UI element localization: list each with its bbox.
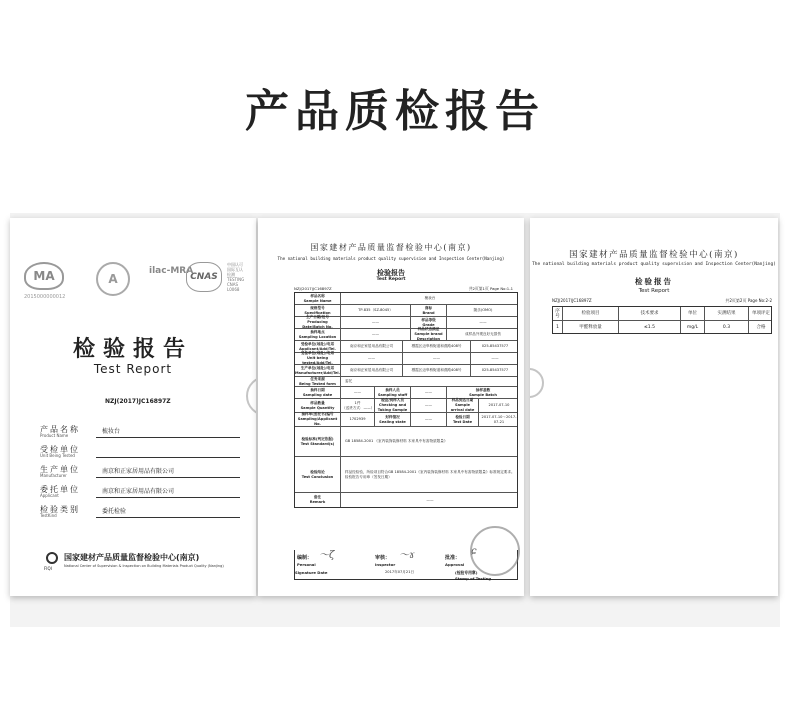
- table-cell: 2017-07-10: [488, 403, 510, 407]
- table-cell: 抽样基数 Sample Batch: [469, 387, 497, 397]
- table-cell: ——: [426, 497, 434, 502]
- table-cell: 生产日期/批号 Producing Date/Batch No.: [295, 317, 341, 328]
- organization-abbr: FIQI: [44, 566, 52, 571]
- table-cell: 任务来源 Being Tested form: [295, 377, 341, 386]
- table-cell: 样品数量 Sample Quantity: [295, 399, 341, 412]
- table-cell: 检验标准(判定依据) Test Standard(s): [295, 427, 341, 456]
- table-header-row: [553, 307, 771, 321]
- table-cell: 委托: [345, 379, 353, 383]
- table-cell: 0.3: [705, 321, 749, 333]
- field-label: 委托单位: [40, 485, 80, 494]
- field-sublabel: Product Name: [40, 433, 69, 438]
- table-row: [553, 321, 771, 333]
- column-header: 实测结果: [705, 307, 749, 320]
- personal-label-en: Personal: [297, 562, 316, 567]
- table-cell: 受检单位(地址)/电话 Unit being tested/Add/Tel.: [295, 353, 341, 364]
- field-value: [96, 446, 240, 458]
- ca-logo: A: [96, 262, 130, 296]
- report-page-2: [530, 218, 778, 596]
- field-unit-tested: [40, 444, 240, 460]
- column-header: 技术要求: [619, 307, 681, 320]
- table-cell: 样品经检验，所检项目符合GB 18584-2001《室内装饰装修材料 木家具中有害物质限量》标准规定要求。检验报告专用章（签发日期）: [345, 469, 515, 479]
- table-cell: 025-85437577: [481, 344, 509, 348]
- table-row: [295, 353, 517, 365]
- approval-label-en: Approval: [445, 562, 465, 567]
- cnas-side-line: 中国认可: [227, 262, 243, 267]
- report-cover-page: [10, 218, 256, 596]
- table-row: [295, 427, 517, 457]
- table-row: [295, 317, 517, 329]
- inspector-label-en: Inspector: [375, 562, 396, 567]
- table-cell: ——: [411, 413, 447, 426]
- field-value: 梳妆台: [96, 426, 240, 438]
- report-page-1: [258, 218, 524, 596]
- table-cell: 甲醛释放量: [563, 321, 619, 333]
- column-header: 序号: [553, 307, 563, 320]
- table-cell: ≤1.5: [619, 321, 681, 333]
- field-label: 生产单位: [40, 465, 80, 474]
- table-cell: ——: [403, 353, 471, 364]
- page-info: 共2页第1页 Page No:1-1: [468, 286, 513, 291]
- report-heading-cn: 检验报告: [72, 336, 193, 362]
- table-cell: 南京和正家居用品有限公司: [341, 365, 403, 376]
- table-cell: 南京和正家居用品有限公司: [341, 341, 403, 352]
- field-product-name: [40, 424, 240, 440]
- organization-name-cn: 国家建材产品质量监督检验中心(南京): [64, 553, 200, 562]
- table-cell: 生产单位(地址)/电话 Manufacturer/Add/Tel.: [294, 365, 341, 375]
- table-cell: 样品名称 Sample Name: [295, 293, 341, 304]
- cnas-side-text: [227, 262, 251, 292]
- signature-date-value: 2017年07月21日: [385, 570, 415, 574]
- column-header: 单位: [681, 307, 705, 320]
- test-results-table: [552, 306, 772, 334]
- table-cell: 规格型号 Specification: [295, 305, 341, 316]
- organization-logo-icon: [46, 552, 58, 564]
- cnas-side-line: 国际互认: [227, 267, 243, 272]
- table-row: [295, 377, 517, 387]
- report-title-cn: 检验报告: [635, 277, 673, 286]
- table-cell: 抽样人员 Sampling staff: [375, 387, 411, 398]
- field-value: 委托检验: [96, 506, 240, 518]
- inspector-label: 审核：: [375, 555, 391, 561]
- stamp-label-en: Stamp of Testing: [455, 576, 492, 581]
- report-heading-en: Test Report: [93, 362, 173, 376]
- column-header: 单项评定: [752, 311, 770, 316]
- report-number: NZJ(2017)JC16897Z: [294, 286, 332, 291]
- approval-label: 批准：: [445, 555, 461, 561]
- table-cell: ——: [411, 387, 447, 398]
- table-row: [295, 493, 517, 507]
- table-row: [295, 457, 517, 493]
- table-cell: TP-835（SZ-8045）: [341, 305, 411, 316]
- table-cell: ——: [341, 317, 411, 328]
- table-cell: GB 18584-2001 《室内装饰装修材料 木家具中有害物质限量》: [345, 439, 448, 443]
- table-cell: 抽样单(委托书)编号 Sampling/Applicant No.: [295, 413, 341, 426]
- cnas-logo: CNAS: [186, 262, 222, 292]
- table-cell: 1件 （送货方式：——）: [341, 399, 375, 412]
- signature-date-label: Signature Date: [295, 570, 328, 575]
- page-title: 产品质检报告: [245, 86, 545, 137]
- report-info-table: [294, 292, 518, 508]
- field-value: 南京和正家居用品有限公司: [96, 486, 240, 498]
- page-info: 共2页第2页 Page No:2-2: [725, 298, 772, 303]
- report-number: NZJ(2017)JC16897Z: [105, 398, 171, 405]
- personal-label: 编制：: [297, 555, 313, 561]
- seal-stamp-partial: [530, 368, 544, 398]
- table-cell: 抽样日期 Sampling date: [295, 387, 341, 398]
- table-cell: 样品等级 Grade: [411, 317, 447, 328]
- table-cell: 备注 Remark: [295, 493, 341, 507]
- table-cell: 2017-07-10～2017-07-21: [481, 414, 517, 424]
- column-header: 检验项目: [563, 307, 619, 320]
- field-label: 检验类别: [40, 505, 80, 514]
- table-row: [295, 399, 517, 413]
- table-cell: 检验日期 Test Date: [447, 413, 479, 426]
- table-row: [295, 293, 517, 305]
- ilac-mra-logo: ilac-MRA: [149, 266, 194, 276]
- handwritten-signature: 〜ɤ: [399, 550, 415, 561]
- report-number: NZJ(2017)JC16897Z: [552, 298, 592, 303]
- table-cell: ——: [341, 387, 375, 398]
- field-value: 南京和正家居用品有限公司: [96, 466, 240, 478]
- field-test-kind: [40, 504, 240, 520]
- table-cell: 检验结论 Test Conclusion: [295, 457, 341, 492]
- field-applicant: [40, 484, 240, 500]
- table-cell: 样品状态描述 Sample brand Description: [411, 329, 447, 340]
- field-label: 产品名称: [40, 425, 80, 434]
- cnas-side-line: TESTING: [227, 277, 245, 282]
- table-cell: ——: [411, 399, 447, 412]
- field-sublabel: Applicant: [40, 493, 59, 498]
- report-title-cn: 检验报告: [377, 269, 405, 277]
- table-cell: 梳妆台: [424, 296, 436, 300]
- field-sublabel: TestKind: [40, 513, 57, 518]
- table-row: [295, 329, 517, 341]
- stamp-label: (检验专用章): [455, 570, 478, 575]
- table-cell: ——: [341, 329, 411, 340]
- cnas-side-line: 检测: [227, 272, 235, 277]
- table-row: [295, 413, 517, 427]
- table-cell: 抽样地点 Sampling Location: [295, 329, 341, 340]
- organization-name-en: National Center of Supervision & Inspection on Building Materials Product Quality (Nanjing): [64, 564, 224, 568]
- center-header-en: The national building materials product quality supervision and Inspection Center(Nanjing): [277, 256, 505, 261]
- report-meta: [552, 298, 772, 305]
- table-cell: ——: [341, 353, 403, 364]
- cnas-side-line: CNAS L0068: [227, 282, 240, 292]
- center-header-en: The national building materials product quality supervision and Inspection Center(Nanjing): [532, 262, 776, 267]
- ma-logo: MA: [24, 262, 64, 290]
- table-cell: 样品到达日期 Sample arrival date: [447, 399, 479, 412]
- center-header-cn: 国家建材产品质量监督检验中心(南京): [569, 250, 739, 260]
- table-cell: 栖霞区迈皋桥街道和燕路408号: [403, 365, 471, 376]
- field-label: 受检单位: [40, 445, 80, 454]
- table-cell: ——: [479, 320, 487, 324]
- table-cell: 成样品外观良好无损伤: [465, 332, 501, 336]
- certification-logos: [24, 262, 246, 302]
- table-cell: 封样情况 Sealing state: [375, 413, 411, 426]
- table-cell: 受检单位(地址)/电话 Applicant/Add/Tel.: [295, 341, 341, 352]
- field-manufacturer: [40, 464, 240, 480]
- report-title-en: Test Report: [376, 277, 406, 282]
- table-cell: ——: [491, 356, 499, 360]
- table-cell: 025-85437577: [481, 368, 509, 372]
- table-cell: 栖霞区迈皋桥街道和燕路408号: [403, 341, 471, 352]
- report-title-en: Test Report: [638, 288, 670, 294]
- field-sublabel: Manufacturer: [40, 473, 67, 478]
- field-sublabel: Unit Being Tested: [40, 453, 75, 458]
- table-cell: 检查/到样人员 Checking and Taking Sample: [375, 399, 411, 412]
- center-header-cn: 国家建材产品质量监督检验中心(南京): [310, 243, 472, 252]
- ma-number: 2015000000012: [24, 294, 66, 300]
- table-cell: 商标 Brand: [411, 305, 447, 316]
- table-cell: 1: [553, 321, 563, 333]
- table-row: [295, 365, 517, 377]
- handwritten-signature: ɕ: [471, 546, 477, 557]
- table-cell: 合格: [756, 324, 766, 330]
- seal-stamp-partial: [246, 376, 256, 416]
- table-cell: 随乐(OMO): [473, 308, 493, 312]
- table-cell: 1702939: [341, 413, 375, 426]
- handwritten-signature: 〜ζ: [319, 550, 335, 561]
- table-cell: mg/L: [681, 321, 705, 333]
- testing-seal-stamp: [470, 526, 520, 576]
